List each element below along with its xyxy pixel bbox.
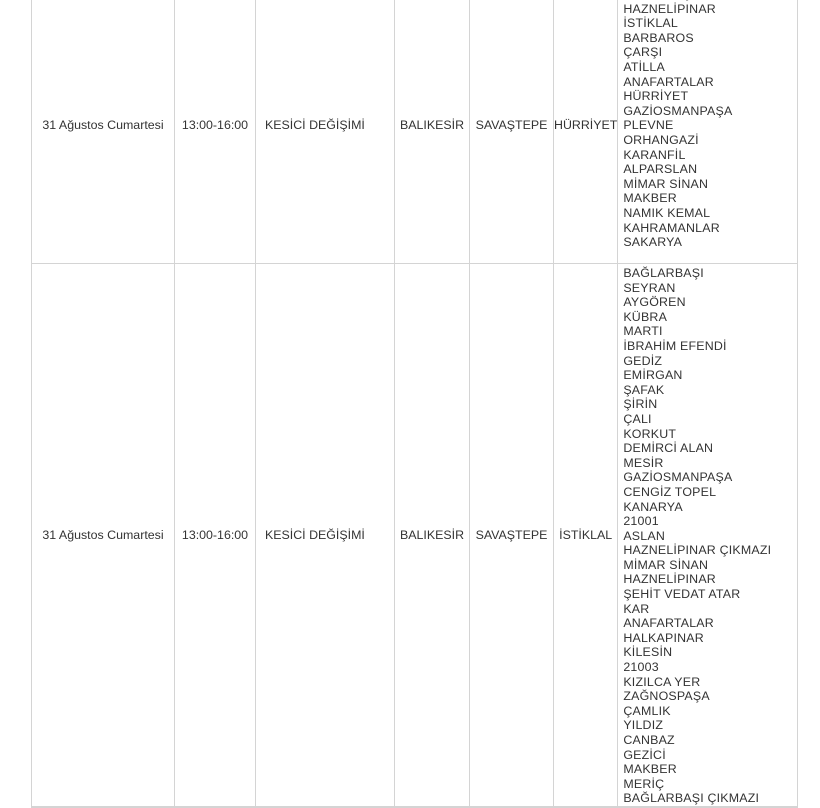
street-item: BAĞLARBAŞI ÇIKMAZI bbox=[623, 791, 760, 806]
street-item: PLEVNE bbox=[623, 118, 674, 133]
neighborhood-cell: İSTİKLAL bbox=[554, 264, 618, 807]
street-item: KANARYA bbox=[623, 499, 683, 514]
reason-cell: KESİCİ DEĞİŞİMİ bbox=[256, 264, 395, 807]
time-cell: 13:00-16:00 bbox=[175, 0, 256, 264]
street-item: KIZILCA YER bbox=[623, 674, 701, 689]
street-item: CANBAZ bbox=[623, 733, 675, 747]
street-item: KAHRAMANLAR bbox=[623, 220, 720, 235]
street-item: MARTI bbox=[623, 324, 663, 339]
street-item: KORKUT bbox=[623, 426, 677, 441]
date-cell: 31 Ağustos Cumartesi bbox=[32, 0, 175, 264]
street-item: YILDIZ bbox=[623, 718, 664, 733]
neighborhood-cell: HÜRRİYET bbox=[554, 0, 618, 264]
street-item: ATİLLA bbox=[623, 59, 665, 74]
street-item: GEZİCİ bbox=[623, 747, 666, 762]
street-item: ŞAFAK bbox=[623, 382, 665, 397]
street-item: CENGİZ TOPEL bbox=[623, 484, 717, 499]
street-item: MİMAR SİNAN bbox=[623, 176, 709, 191]
street-item: KARANFİL bbox=[623, 147, 686, 162]
street-item: ÇARŞI bbox=[623, 45, 663, 60]
district-cell: SAVAŞTEPE bbox=[470, 0, 554, 264]
province-cell: BALIKESİR bbox=[395, 264, 470, 807]
street-item: İSTİKLAL bbox=[623, 16, 678, 31]
street-item: 21001 bbox=[623, 514, 659, 529]
street-item: MERİÇ bbox=[623, 776, 665, 791]
street-item: SEYRAN bbox=[623, 280, 676, 295]
street-item: ÇALI bbox=[623, 411, 652, 426]
street-item: 21003 bbox=[623, 660, 659, 675]
street-item: ALPARSLAN bbox=[623, 162, 698, 177]
street-list bbox=[618, 264, 798, 807]
street-item: MAKBER bbox=[623, 762, 677, 777]
street-item: ŞİRİN bbox=[623, 397, 658, 412]
time-cell: 13:00-16:00 bbox=[175, 264, 256, 807]
street-item: HÜRRİYET bbox=[623, 89, 689, 104]
street-item: KAR bbox=[623, 601, 650, 616]
province-cell: BALIKESİR bbox=[395, 0, 470, 264]
date-cell: 31 Ağustos Cumartesi bbox=[32, 264, 175, 807]
street-item: MAKBER bbox=[623, 191, 677, 206]
district-cell: SAVAŞTEPE bbox=[470, 264, 554, 807]
street-item: ŞEHİT VEDAT ATAR bbox=[623, 587, 741, 602]
street-item: BARBAROS bbox=[623, 30, 694, 45]
street-item: NAMIK KEMAL bbox=[623, 205, 711, 220]
street-list bbox=[618, 0, 798, 264]
table-row bbox=[32, 264, 798, 807]
street-item: AYGÖREN bbox=[623, 295, 686, 310]
street-item: İBRAHİM EFENDİ bbox=[623, 338, 727, 353]
table-row bbox=[32, 806, 798, 807]
street-item: ORHANGAZİ bbox=[623, 132, 699, 147]
street-item: HALKAPINAR bbox=[623, 630, 704, 645]
street-item: KİLESİN bbox=[623, 645, 673, 660]
street-item: BAĞLARBAŞI bbox=[623, 266, 704, 280]
outage-table bbox=[31, 0, 798, 808]
street-item: KÜBRA bbox=[623, 309, 668, 324]
street-item: ANAFARTALAR bbox=[623, 74, 714, 89]
street-item: ASLAN bbox=[623, 528, 665, 543]
street-item: MİMAR SİNAN bbox=[623, 557, 709, 572]
street-item: ANAFARTALAR bbox=[623, 616, 714, 631]
street-item: DEMİRCİ ALAN bbox=[623, 441, 714, 456]
street-item: HAZNELİPINAR bbox=[623, 572, 716, 587]
street-item: MESİR bbox=[623, 455, 664, 470]
street-item: ZAĞNOSPAŞA bbox=[623, 689, 710, 704]
street-item: EMİRGAN bbox=[623, 368, 683, 383]
street-item: GAZİOSMANPAŞA bbox=[623, 103, 733, 118]
street-item: HAZNELİPINAR ÇIKMAZI bbox=[623, 543, 772, 558]
street-item: ÇAMLIK bbox=[623, 703, 671, 718]
table-row bbox=[32, 0, 798, 264]
street-item: GAZİOSMANPAŞA bbox=[623, 470, 733, 485]
street-item: SAKARYA bbox=[623, 235, 683, 250]
reason-cell: KESİCİ DEĞİŞİMİ bbox=[256, 0, 395, 264]
street-item: HAZNELİPINAR bbox=[623, 1, 716, 16]
street-item: GEDİZ bbox=[623, 353, 663, 368]
